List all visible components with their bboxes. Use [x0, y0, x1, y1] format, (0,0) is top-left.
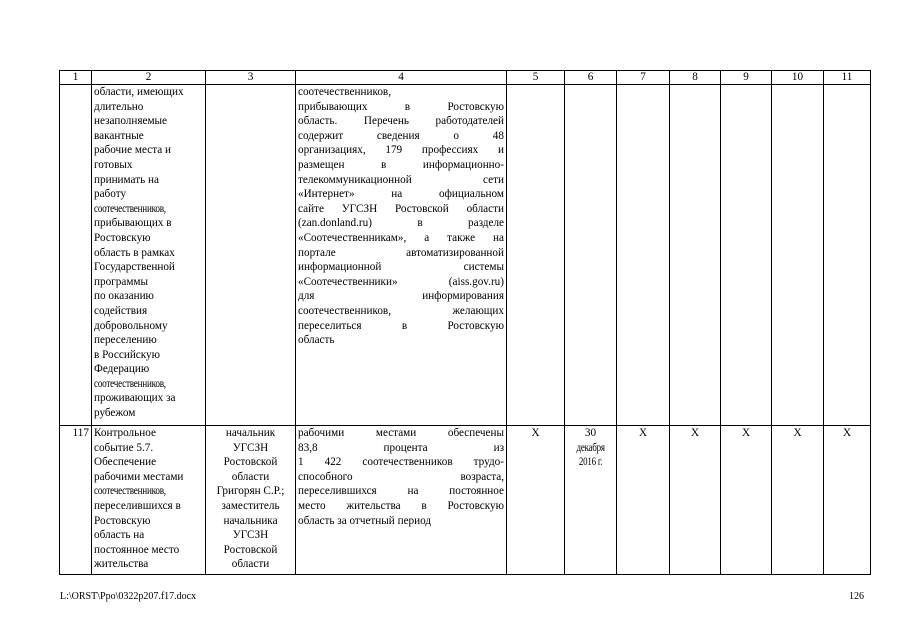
cell-line: Государственной: [94, 261, 175, 274]
cell-line: 1 422 соотечественников трудо-: [298, 456, 504, 469]
cell-line: (zan.donland.ru) в разделе: [298, 217, 504, 230]
cell-line: области, имеющих: [94, 86, 184, 98]
cell-line: вакантные: [94, 129, 144, 142]
plan-table: [59, 70, 871, 575]
header-cell: 7: [617, 71, 670, 85]
cell-line: работу: [94, 188, 127, 201]
cell-line: начальник: [225, 427, 276, 439]
result-description-cell: [296, 426, 507, 575]
cell-line: переселившихся на постоянное: [298, 485, 504, 498]
cell-line: Ростовскую: [94, 231, 151, 244]
mark-cell: Х: [721, 426, 772, 575]
cell-line: организациях, 179 профессиях и: [298, 144, 504, 157]
empty-cell: [772, 85, 824, 426]
cell-line: Контрольное: [94, 427, 156, 439]
cell-line: прибывающих в: [94, 217, 172, 230]
cell-line: Ростовской: [223, 456, 278, 469]
table-row: [60, 426, 871, 575]
mark-cell: Х: [507, 426, 565, 575]
cell-line: рубежом: [94, 407, 136, 420]
cell-line: соотечественников,: [94, 202, 166, 215]
cell-line: сайте УГСЗН Ростовской области: [298, 202, 504, 215]
cell-line: незаполняемые: [94, 115, 168, 128]
cell-line: принимать на: [94, 173, 159, 186]
cell-line: 30: [584, 427, 597, 439]
empty-cell: [721, 85, 772, 426]
cell-line: Ростовской: [223, 543, 278, 556]
header-cell: 5: [507, 71, 565, 85]
cell-line: область. Перечень работодателей: [298, 115, 504, 128]
cell-line: области: [231, 470, 270, 483]
row-number: [60, 85, 92, 426]
empty-cell: [565, 85, 617, 426]
deadline-cell: [565, 426, 617, 575]
cell-line: соотечественников,: [94, 377, 166, 390]
cell-line: размещен в информационно-: [298, 158, 504, 171]
cell-line: готовых: [94, 158, 133, 171]
cell-line: «Интернет» на официальном: [298, 188, 504, 201]
responsible-cell: [206, 85, 296, 426]
cell-line: декабря: [576, 441, 605, 454]
cell-line: проживающих за: [94, 392, 176, 405]
header-cell: 8: [670, 71, 721, 85]
header-cell: 6: [565, 71, 617, 85]
cell-line: место жительства в Ростовскую: [298, 499, 504, 512]
cell-line: прибывающих в Ростовскую: [298, 100, 504, 113]
cell-line: программы: [94, 275, 148, 288]
cell-line: переселению: [94, 334, 157, 347]
cell-line: для информирования: [298, 290, 504, 303]
cell-line: событие 5.7.: [94, 441, 154, 454]
cell-line: соотечественников,: [94, 485, 166, 498]
cell-line: УГСЗН: [232, 529, 269, 542]
cell-line: Григорян С.Р.;: [216, 485, 285, 498]
cell-line: Ростовскую: [94, 514, 151, 527]
header-cell: 11: [824, 71, 871, 85]
cell-line: область на: [94, 529, 145, 542]
cell-line: портале автоматизированной: [298, 246, 504, 259]
cell-line: содержит сведения о 48: [298, 129, 504, 142]
header-cell: 1: [60, 71, 92, 85]
table-row: [60, 85, 871, 426]
cell-line: начальника: [223, 514, 278, 527]
cell-line: «Соотечественникам», а также на: [298, 231, 504, 244]
event-name-cell: [92, 426, 206, 575]
cell-line: «Соотечественники» (aiss.gov.ru): [298, 275, 504, 288]
cell-line: 2016 г.: [578, 456, 603, 469]
file-path: L:\ORST\Ppo\0322p207.f17.docx: [60, 591, 197, 602]
mark-cell: Х: [824, 426, 871, 575]
cell-line: способного возраста,: [298, 470, 504, 483]
cell-line: область в рамках: [94, 246, 175, 259]
cell-line: добровольному: [94, 319, 168, 332]
mark-cell: Х: [670, 426, 721, 575]
cell-line: содействия: [94, 304, 148, 317]
cell-line: Обеспечение: [94, 456, 157, 469]
cell-line: телекоммуникационной сети: [298, 173, 504, 186]
cell-line: 83,8 процента из: [298, 441, 504, 454]
header-cell: 9: [721, 71, 772, 85]
cell-line: Федерацию: [94, 363, 150, 376]
cell-line: области: [231, 558, 270, 571]
cell-line: переселиться в Ростовскую: [298, 319, 504, 332]
header-row: [60, 71, 871, 85]
cell-line: в Российскую: [94, 348, 160, 361]
cell-line: рабочими местами обеспечены: [298, 427, 504, 439]
header-cell: 3: [206, 71, 296, 85]
responsible-cell: [206, 426, 296, 575]
cell-line: заместитель: [221, 499, 280, 512]
cell-line: информационной системы: [298, 261, 504, 274]
empty-cell: [824, 85, 871, 426]
cell-line: по оказанию: [94, 290, 154, 303]
cell-line: рабочие места и: [94, 144, 171, 157]
header-cell: 2: [92, 71, 206, 85]
mark-cell: Х: [772, 426, 824, 575]
cell-line: соотечественников,: [298, 86, 391, 98]
header-cell: 4: [296, 71, 507, 85]
empty-cell: [507, 85, 565, 426]
row-number: 117: [60, 426, 92, 575]
header-cell: 10: [772, 71, 824, 85]
cell-line: соотечественников, желающих: [298, 304, 504, 317]
cell-line: УГСЗН: [232, 441, 269, 454]
empty-cell: [670, 85, 721, 426]
cell-line: переселившихся в: [94, 499, 181, 512]
cell-line: область: [298, 334, 335, 347]
cell-line: область за отчетный период: [298, 514, 432, 527]
event-name-cell: [92, 85, 206, 426]
page-number: 126: [849, 591, 864, 602]
cell-line: рабочими местами: [94, 470, 184, 483]
cell-line: постоянное место: [94, 543, 180, 556]
result-description-cell: [296, 85, 507, 426]
cell-line: длительно: [94, 100, 144, 113]
empty-cell: [617, 85, 670, 426]
cell-line: жительства: [94, 558, 149, 571]
mark-cell: Х: [617, 426, 670, 575]
